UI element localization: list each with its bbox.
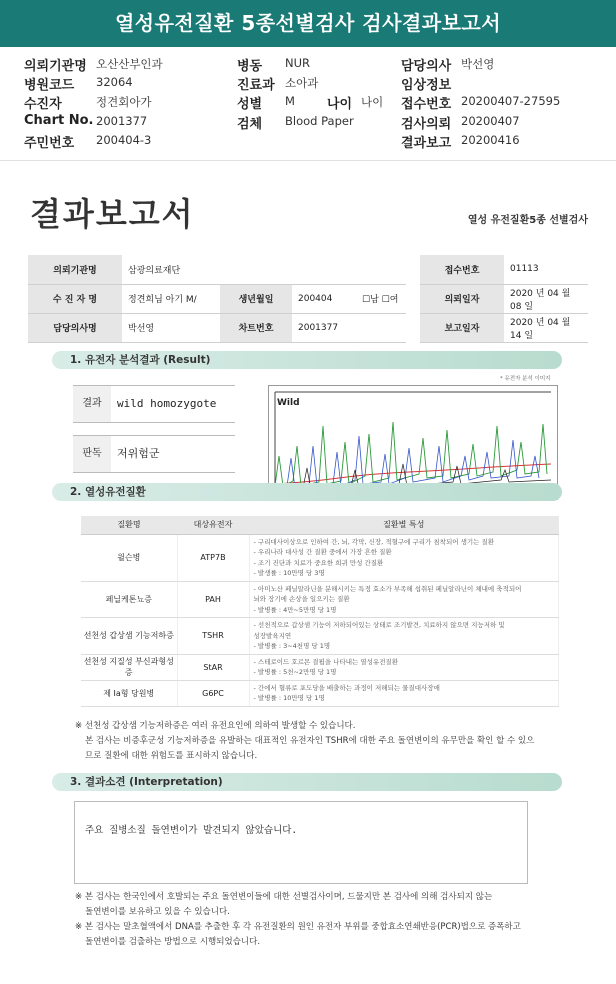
disease-gene: StAR xyxy=(177,654,249,680)
chart-no-value: 2001377 xyxy=(96,114,148,128)
result-label: 결과 xyxy=(73,386,111,422)
note-tshr xyxy=(75,719,534,764)
disease-name: 페닐케톤뇨증 xyxy=(81,581,177,618)
chart-th: 차트번호 xyxy=(220,313,292,342)
report-sub-title: 열성 유전질환5종 선별검사 xyxy=(467,215,588,226)
report-big-title: 결과보고서 xyxy=(30,195,195,233)
disease-row xyxy=(81,534,559,581)
req-date-th: 의뢰일자 xyxy=(420,284,504,313)
dept-value: 소아과 xyxy=(285,76,319,90)
disease-name: 윌슨병 xyxy=(81,534,177,581)
request-date-value: 20200407 xyxy=(461,114,520,128)
disease-desc xyxy=(249,581,559,618)
dept-label: 진료과 xyxy=(237,78,275,93)
rrn-label: 주민번호 xyxy=(24,136,75,151)
chart-td: 2001377 xyxy=(292,313,406,342)
birth-th: 생년월일 xyxy=(220,284,292,313)
disease-desc-line: - 발병률 : 10만명 당 1명 xyxy=(253,694,325,702)
disease-desc-line: - 간에서 혈류로 포도당을 배출하는 과정이 저해되는 물질대사장애 xyxy=(253,683,440,692)
interpretation-box xyxy=(74,801,528,884)
section-disease: 2. 열성유전질환 xyxy=(52,483,562,501)
clinical-info-label: 임상정보 xyxy=(401,78,452,93)
report-date-label: 결과보고 xyxy=(401,136,452,151)
inst-value: 오산산부인과 xyxy=(96,57,163,71)
disease-desc-line: 뇌와 장기에 손상을 일으키는 질환 xyxy=(253,595,350,603)
doctor-th: 담당의사명 xyxy=(28,313,122,342)
note-method-line: 돌연변이를 검출하는 방법으로 시행되었습니다. xyxy=(85,937,261,947)
disease-desc-line: - 스테로이드 호르몬 결핍을 나타내는 열성유전질환 xyxy=(253,657,399,666)
inst-label: 의뢰기관명 xyxy=(24,59,87,74)
disease-name-header: 질환명 xyxy=(81,516,177,534)
sex-check: ☐남 ☐여 xyxy=(356,284,406,313)
request-date-label: 검사의뢰 xyxy=(401,117,452,132)
chart-wild-label: Wild xyxy=(277,398,300,408)
feature-header: 질환별 특성 xyxy=(249,516,559,534)
disease-row xyxy=(81,618,559,655)
note-method-line: ※ 본 검사는 말초혈액에서 DNA를 추출한 후 각 유전질환의 원인 유전자 부위를 중합효소연쇄반응(PCR)법으로 증폭하고 xyxy=(75,922,521,932)
report-date-td: 2020 년 04 월 14 일 xyxy=(504,313,588,342)
disease-desc-line: - 발병률 : 5천~2만명 당 1명 xyxy=(253,668,337,676)
gene-header: 대상유전자 xyxy=(177,516,249,534)
report-date-th: 보고일자 xyxy=(420,313,504,342)
disease-desc xyxy=(249,534,559,581)
note-method-line: ※ 본 검사는 한국인에서 호발되는 주요 돌연변이들에 대한 선별검사이며, 드물지만 본 검사에 의해 검사되지 않는 xyxy=(75,892,493,902)
disease-gene: PAH xyxy=(177,581,249,618)
recv-th: 접수번호 xyxy=(420,255,504,284)
note-method xyxy=(75,890,521,950)
note-tshr-line: ※ 선천성 갑상샘 기능저하증은 여러 유전요인에 의하여 발생할 수 있습니다. xyxy=(75,721,356,731)
disease-desc-line: - 아미노산 페닐알라닌을 분해시키는 특정 효소가 부족해 섭취된 페닐알라닌이 체내에 축적되어 xyxy=(253,584,522,593)
note-method-line: 돌연변이를 보유하고 있을 수 있습니다. xyxy=(85,907,230,917)
interpretation-text: 주요 질병소질 돌연변이가 발견되지 않았습니다. xyxy=(85,825,298,836)
result-value: wild homozygote xyxy=(117,397,217,410)
note-tshr-line: 본 검사는 비증후군성 기능저하증을 유발하는 대표적인 유전자인 TSHR에 대한 주요 돌연변이의 유무만을 확인 할 수 있으 xyxy=(85,736,535,746)
judge-value: 저위험군 xyxy=(117,447,160,460)
patient-td: 정견희님 아기 M/ xyxy=(122,284,220,313)
chart-no-label: Chart No. xyxy=(24,113,94,128)
disease-gene: ATP7B xyxy=(177,534,249,581)
disease-desc-line: - 우리나라 대사성 간 질환 중에서 가장 흔한 질환 xyxy=(253,548,392,556)
inst-th: 의뢰기관명 xyxy=(28,255,122,284)
note-tshr-line: 므로 질환에 대한 위험도를 표시하지 않습니다. xyxy=(85,751,258,761)
age-label: 나이 xyxy=(327,97,353,112)
hosp-code-label: 병원코드 xyxy=(24,78,75,93)
disease-desc xyxy=(249,618,559,655)
disease-desc-line: - 조기 진단과 치료가 중요한 희귀 만성 간질환 xyxy=(253,558,384,567)
disease-row xyxy=(81,680,559,706)
disease-row xyxy=(81,654,559,680)
rrn-value: 200404-3 xyxy=(96,133,152,147)
disease-desc-line: 성장발육지연 xyxy=(253,631,292,640)
disease-name: 선천성 갑상샘 기능저하증 xyxy=(81,618,177,655)
doctor-label: 담당의사 xyxy=(401,59,452,74)
inst-td: 삼광의료재단 xyxy=(122,255,406,284)
specimen-value: Blood Paper xyxy=(285,114,354,128)
report-date-value: 20200416 xyxy=(461,133,520,147)
result-box xyxy=(73,385,235,423)
patient-th: 수 진 자 명 xyxy=(28,284,122,313)
disease-desc xyxy=(249,680,559,706)
age-value: 나이 xyxy=(361,95,384,109)
report-sheet xyxy=(0,160,616,970)
header-info xyxy=(0,55,616,150)
doctor-value: 박선영 xyxy=(461,57,495,71)
disease-desc-line: - 구리대사이상으로 인하여 간, 뇌, 각막, 신장, 적혈구에 구리가 침착되어 생기는 질환 xyxy=(253,537,495,546)
recv-td: 01113 xyxy=(504,255,588,284)
section-interpretation: 3. 결과소견 (Interpretation) xyxy=(52,773,562,791)
disease-desc-line: - 발병률 : 4만~5만명 당 1명 xyxy=(253,605,337,614)
ward-value: NUR xyxy=(285,56,311,70)
sex-value: M xyxy=(285,94,295,108)
disease-name: 선천성 지질성 부신과형성증 xyxy=(81,654,177,680)
disease-table xyxy=(81,516,559,707)
disease-desc-line: - 발병률 : 3~4천명 당 1명 xyxy=(253,642,331,650)
report-title: 열성유전질환 5종선별검사 검사결과보고서 xyxy=(0,0,616,47)
patient-label: 수진자 xyxy=(24,97,62,112)
disease-gene: TSHR xyxy=(177,618,249,655)
patient-info-table xyxy=(28,255,588,343)
disease-row xyxy=(81,581,559,618)
judge-box xyxy=(73,435,235,473)
receipt-no-value: 20200407-27595 xyxy=(461,94,561,108)
birth-td: 200404 xyxy=(292,284,356,313)
hosp-code-value: 32064 xyxy=(96,75,133,89)
disease-desc xyxy=(249,654,559,680)
specimen-label: 검체 xyxy=(237,117,263,132)
ward-label: 병동 xyxy=(237,59,263,74)
section-result: 1. 유전자 분석결과 (Result) xyxy=(52,351,562,369)
doctor-td: 박선영 xyxy=(122,313,220,342)
disease-desc-line: - 발생률 : 10만명 당 3명 xyxy=(253,569,325,577)
patient-value: 정견회아가 xyxy=(96,95,152,109)
disease-name: 제 Ia형 당원병 xyxy=(81,680,177,706)
disease-desc-line: - 선천적으로 갑상샘 기능이 저하되어있는 상태로 조기발견, 치료하지 않으면 지능저하 및 xyxy=(253,621,505,629)
chart-note: * 유전자 분석 이미지 xyxy=(500,376,551,382)
receipt-no-label: 접수번호 xyxy=(401,97,452,112)
disease-gene: G6PC xyxy=(177,680,249,706)
req-date-td: 2020 년 04 월 08 일 xyxy=(504,284,588,313)
sex-label: 성별 xyxy=(237,97,263,112)
judge-label: 판독 xyxy=(73,436,111,472)
